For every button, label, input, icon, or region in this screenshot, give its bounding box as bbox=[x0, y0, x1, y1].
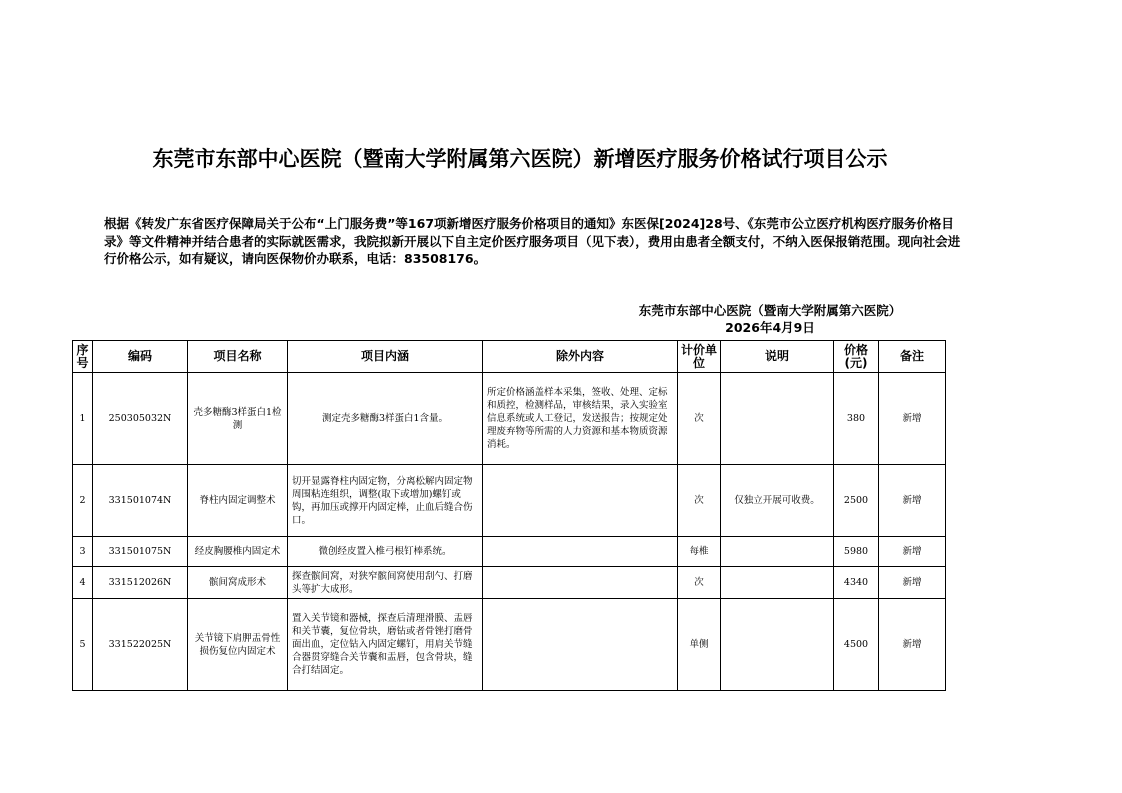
intro-paragraph bbox=[104, 215, 968, 268]
cell-unit: 每椎 bbox=[678, 537, 721, 567]
issue-date: 2026年4月9日 bbox=[725, 320, 815, 335]
cell-exclusion bbox=[483, 567, 678, 599]
cell-content: 探查髌间窝，对狭窄髌间窝使用刮勺、打磨头等扩大成形。 bbox=[288, 567, 483, 599]
cell-seq: 1 bbox=[73, 373, 93, 465]
cell-code: 331522025N bbox=[93, 599, 188, 691]
cell-exclusion bbox=[483, 537, 678, 567]
cell-seq: 5 bbox=[73, 599, 93, 691]
header-note: 说明 bbox=[721, 341, 834, 373]
cell-seq: 2 bbox=[73, 465, 93, 537]
cell-name: 脊柱内固定调整术 bbox=[188, 465, 288, 537]
cell-remark: 新增 bbox=[879, 537, 946, 567]
cell-note: 仅独立开展可收费。 bbox=[721, 465, 834, 537]
intro-text: 根据《转发广东省医疗保障局关于公布“上门服务费”等167项新增医疗服务价格项目的通知》东医保[2024]28号、《东莞市公立医疗机构医疗服务价格目录》等文件精神并结合患者的实际就医需求，我院拟新开展以下自主定价医疗服务项目（见下表），费用由患者全额支付，不纳入医保报销范围。现向社会进行价格公示，如有疑议，请向医保物价办联系，电话：83508176。 bbox=[104, 216, 961, 266]
cell-remark: 新增 bbox=[879, 373, 946, 465]
header-content: 项目内涵 bbox=[288, 341, 483, 373]
table-row bbox=[73, 465, 946, 537]
cell-unit: 次 bbox=[678, 567, 721, 599]
cell-remark: 新增 bbox=[879, 599, 946, 691]
cell-seq: 4 bbox=[73, 567, 93, 599]
cell-content: 微创经皮置入椎弓根钉棒系统。 bbox=[288, 537, 483, 567]
header-code: 编码 bbox=[93, 341, 188, 373]
cell-exclusion: 所定价格涵盖样本采集，签收、处理、定标和质控，检测样品，审核结果，录入实验室信息系统或人工登记，发送报告；按规定处理废弃物等所需的人力资源和基本物质资源消耗。 bbox=[483, 373, 678, 465]
cell-code: 331501075N bbox=[93, 537, 188, 567]
cell-price: 380 bbox=[834, 373, 879, 465]
header-price: 价格(元) bbox=[834, 341, 879, 373]
cell-price: 4500 bbox=[834, 599, 879, 691]
cell-name: 经皮胸腰椎内固定术 bbox=[188, 537, 288, 567]
cell-exclusion bbox=[483, 465, 678, 537]
issuer-name: 东莞市东部中心医院（暨南大学附属第六医院） bbox=[638, 303, 902, 318]
cell-name: 壳多糖酶3样蛋白1检测 bbox=[188, 373, 288, 465]
cell-content: 切开显露脊柱内固定物，分离松解内固定物周围粘连组织，调整(取下或增加)螺钉或钩，再加压或撑开内固定棒，止血后缝合伤口。 bbox=[288, 465, 483, 537]
cell-note bbox=[721, 373, 834, 465]
cell-seq: 3 bbox=[73, 537, 93, 567]
price-table bbox=[72, 340, 946, 691]
cell-note bbox=[721, 599, 834, 691]
cell-unit: 单侧 bbox=[678, 599, 721, 691]
header-remark: 备注 bbox=[879, 341, 946, 373]
header-exclusion: 除外内容 bbox=[483, 341, 678, 373]
cell-unit: 次 bbox=[678, 373, 721, 465]
cell-price: 2500 bbox=[834, 465, 879, 537]
cell-content: 置入关节镜和器械，探查后清理滑膜、盂唇和关节囊，复位骨块，磨钻或者骨锉打磨骨面出血，定位钻入内固定螺钉，用肩关节缝合器贯穿缝合关节囊和盂唇，包含骨块，缝合打结固定。 bbox=[288, 599, 483, 691]
cell-unit: 次 bbox=[678, 465, 721, 537]
table-row bbox=[73, 537, 946, 567]
cell-note bbox=[721, 567, 834, 599]
cell-code: 331512026N bbox=[93, 567, 188, 599]
header-unit: 计价单位 bbox=[678, 341, 721, 373]
cell-note bbox=[721, 537, 834, 567]
cell-name: 关节镜下肩胛盂骨性损伤复位内固定术 bbox=[188, 599, 288, 691]
header-name: 项目名称 bbox=[188, 341, 288, 373]
issuer-block bbox=[600, 302, 940, 336]
cell-price: 4340 bbox=[834, 567, 879, 599]
cell-code: 250305032N bbox=[93, 373, 188, 465]
cell-code: 331501074N bbox=[93, 465, 188, 537]
table-header-row bbox=[73, 341, 946, 373]
table-row bbox=[73, 373, 946, 465]
cell-exclusion bbox=[483, 599, 678, 691]
table-row bbox=[73, 567, 946, 599]
cell-price: 5980 bbox=[834, 537, 879, 567]
header-seq: 序号 bbox=[73, 341, 93, 373]
cell-remark: 新增 bbox=[879, 567, 946, 599]
table-row bbox=[73, 599, 946, 691]
page-title: 东莞市东部中心医院（暨南大学附属第六医院）新增医疗服务价格试行项目公示 bbox=[152, 147, 888, 171]
cell-name: 髌间窝成形术 bbox=[188, 567, 288, 599]
cell-remark: 新增 bbox=[879, 465, 946, 537]
cell-content: 测定壳多糖酶3样蛋白1含量。 bbox=[288, 373, 483, 465]
